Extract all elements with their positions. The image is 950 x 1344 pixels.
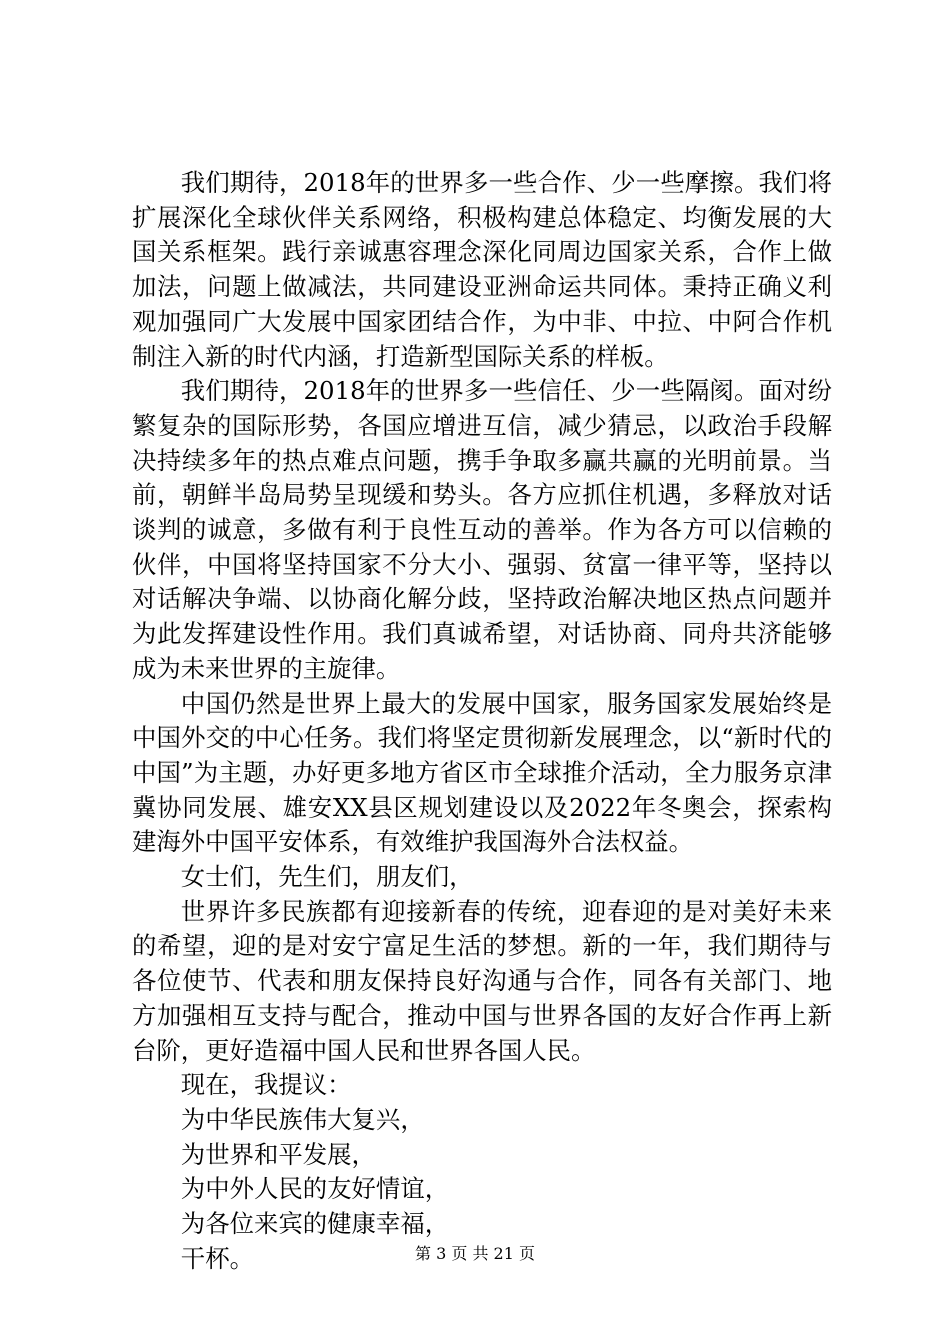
toast-line-peace: 为世界和平发展， (180, 1139, 376, 1169)
paragraph-salutation: 女士们，先生们，朋友们， (180, 862, 474, 892)
paragraph-spring-festival: 世界许多民族都有迎接新春的传统，迎春迎的是对美好未来的希望，迎的是对安宁富足生活的梦想。新的一年，我们期待与各位使节、代表和朋友保持良好沟通与合作，同各有关部门、地方加强相互支持与配合，推动中国与世界各国的友好合作再上新台阶，更好造福中国人民和世界各国人民。 (132, 896, 832, 1065)
page-number-footer: 第 3 页 共 21 页 (415, 1244, 535, 1263)
paragraph-proposal: 现在，我提议： (180, 1070, 352, 1100)
document-body (132, 166, 832, 1277)
toast-line-rejuvenation: 为中华民族伟大复兴， (180, 1104, 425, 1134)
paragraph-development: 中国仍然是世界上最大的发展中国家，服务国家发展始终是中国外交的中心任务。我们将坚定贯彻新发展理念，以“新时代的中国”为主题，办好更多地方省区市全球推介活动，全力服务京津冀协同发展、雄安XX县区规划建设以及2022年冬奥会，探索构建海外中国平安体系，有效维护我国海外合法权益。 (132, 688, 832, 857)
paragraph-cooperation: 我们期待，2018年的世界多一些合作、少一些摩擦。我们将扩展深化全球伙伴关系网络，积极构建总体稳定、均衡发展的大国关系框架。践行亲诚惠容理念深化同周边国家关系，合作上做加法，问题上做减法，共同建设亚洲命运共同体。秉持正确义利观加强同广大发展中国家团结合作，为中非、中拉、中阿合作机制注入新的时代内涵，打造新型国际关系的样板。 (132, 168, 832, 371)
paragraph-trust: 我们期待，2018年的世界多一些信任、少一些隔阂。面对纷繁复杂的国际形势，各国应增进互信，减少猜忌，以政治手段解决持续多年的热点难点问题，携手争取多赢共赢的光明前景。当前，朝鲜半岛局势呈现缓和势头。各方应抓住机遇，多释放对话谈判的诚意，多做有利于良性互动的善举。作为各方可以信赖的伙伴，中国将坚持国家不分大小、强弱、贫富一律平等，坚持以对话解决争端、以协商化解分歧，坚持政治解决地区热点问题并为此发挥建设性作用。我们真诚希望，对话协商、同舟共济能够成为未来世界的主旋律。 (132, 376, 832, 683)
toast-line-friendship: 为中外人民的友好情谊， (180, 1174, 450, 1204)
toast-line-cheers: 干杯。 (180, 1243, 254, 1273)
toast-line-health: 为各位来宾的健康幸福， (180, 1209, 450, 1239)
